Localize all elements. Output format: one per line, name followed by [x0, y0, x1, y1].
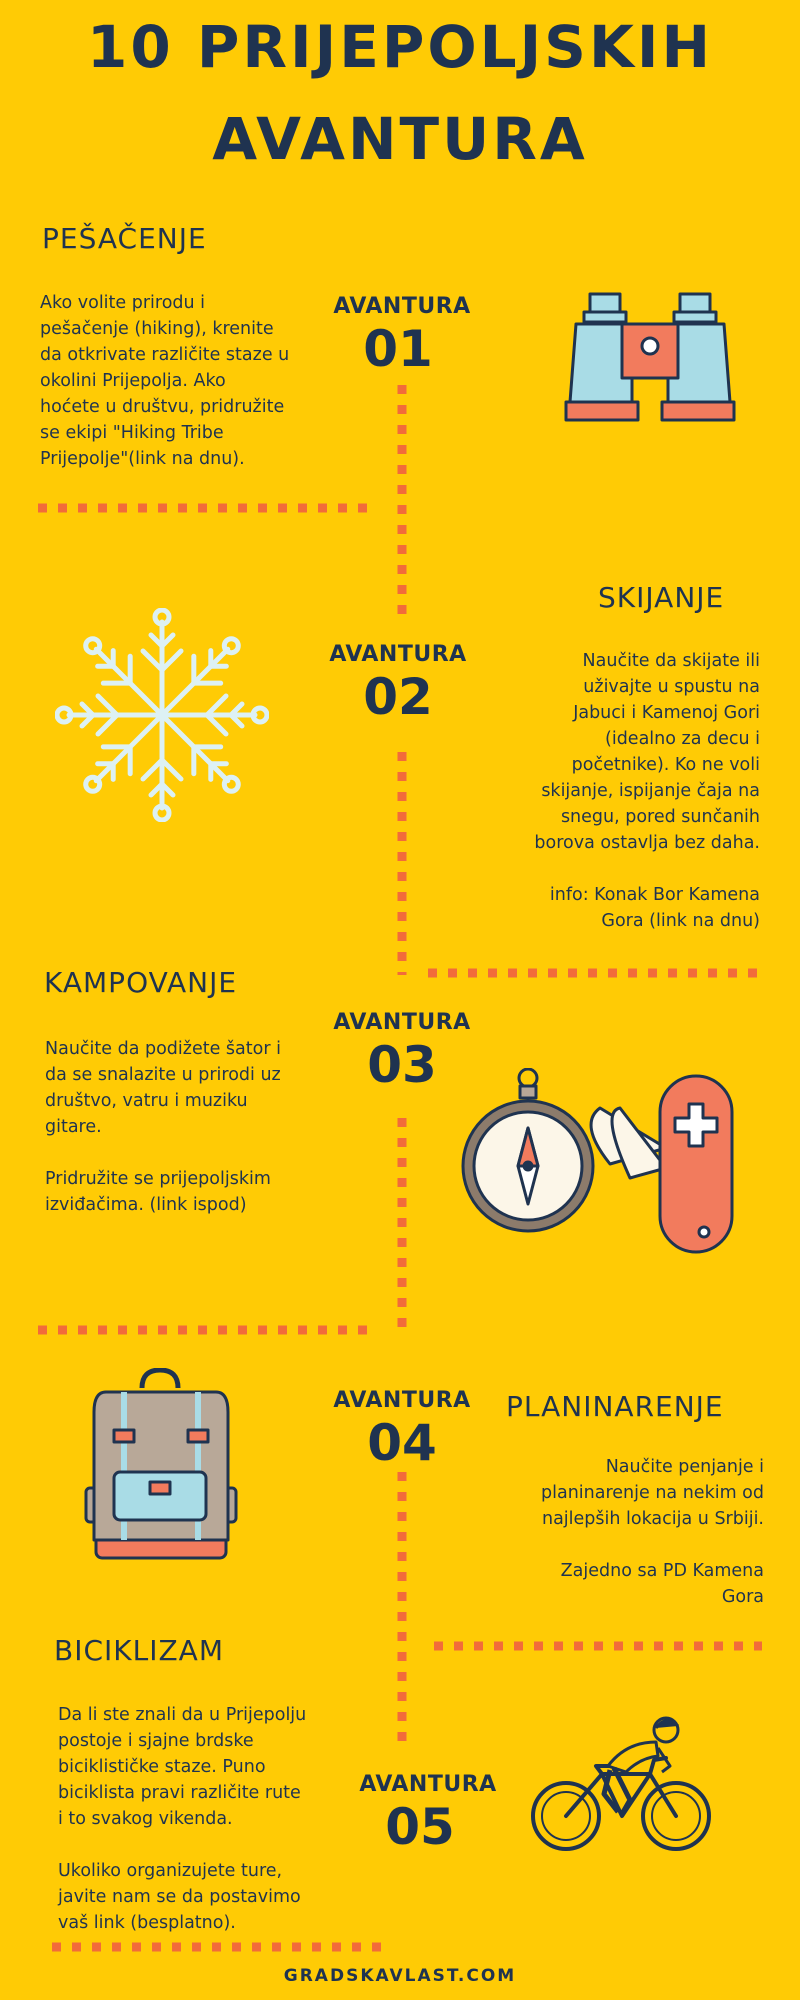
footer-site: GRADSKAVLAST.COM [283, 1966, 517, 1986]
adventure-number-04: 04 [367, 1414, 437, 1472]
page-title-line1: 10 PRIJEPOLJSKIH [86, 13, 714, 81]
adventure-number-03: 03 [367, 1036, 437, 1094]
adventure-number-05: 05 [385, 1798, 455, 1856]
page-title-line2: AVANTURA [212, 105, 588, 173]
adventure-number-02: 02 [363, 668, 433, 726]
heading-kampovanje: KAMPOVANJE [44, 966, 238, 999]
adventure-label-05: AVANTURA [359, 1772, 497, 1797]
text-skijanje: Naučite da skijate ili uživajte u spustu na Jabuci i Kamenoj Gori (idealno za decu i početnike). Ko ne voli skijanje, ispijanje čaja na snegu, pored sunčanih borova ostavlja bez daha. info: Konak Bor Kamena Gora (link na dnu) [534, 651, 760, 931]
heading-biciklizam: BICIKLIZAM [54, 1634, 224, 1667]
adventure-label-02: AVANTURA [329, 642, 467, 667]
cyclist-icon [530, 1708, 714, 1858]
heading-planinarenje: PLANINARENJE [506, 1390, 724, 1423]
text-planinarenje: Naučite penjanje i planinarenje na nekim od najlepših lokacija u Srbiji. Zajedno sa PD Kamena Gora [541, 1457, 764, 1607]
binoculars-icon [562, 290, 740, 435]
snowflake-icon [55, 608, 269, 822]
adventure-number-01: 01 [363, 320, 433, 378]
backpack-icon [80, 1368, 242, 1566]
compass-and-knife-icon [460, 1068, 750, 1258]
heading-skijanje: SKIJANJE [598, 581, 725, 614]
text-pesacenje: Ako volite prirodu i pešačenje (hiking), krenite da otkrivate različite staze u okolini Prijepolja. Ako hoćete u društvu, pridružite se ekipi "Hiking Tribe Prijepolje"(link na dnu). [40, 293, 290, 469]
heading-pesacenje: PEŠAČENJE [42, 222, 207, 255]
adventure-label-03: AVANTURA [333, 1010, 471, 1035]
text-kampovanje: Naučite da podižete šator i da se snalazite u prirodi uz društvo, vatru i muziku gitare. Pridružite se prijepoljskim izviđačima. (link ispod) [45, 1039, 281, 1215]
adventure-label-04: AVANTURA [333, 1388, 471, 1413]
text-biciklizam: Da li ste znali da u Prijepolju postoje i sjajne brdske biciklističke staze. Puno biciklista pravi različite rute i to svakog vikenda. Ukoliko organizujete ture, javite nam se da postavimo vaš link (besplatno). [58, 1705, 307, 1933]
adventure-label-01: AVANTURA [333, 294, 471, 319]
